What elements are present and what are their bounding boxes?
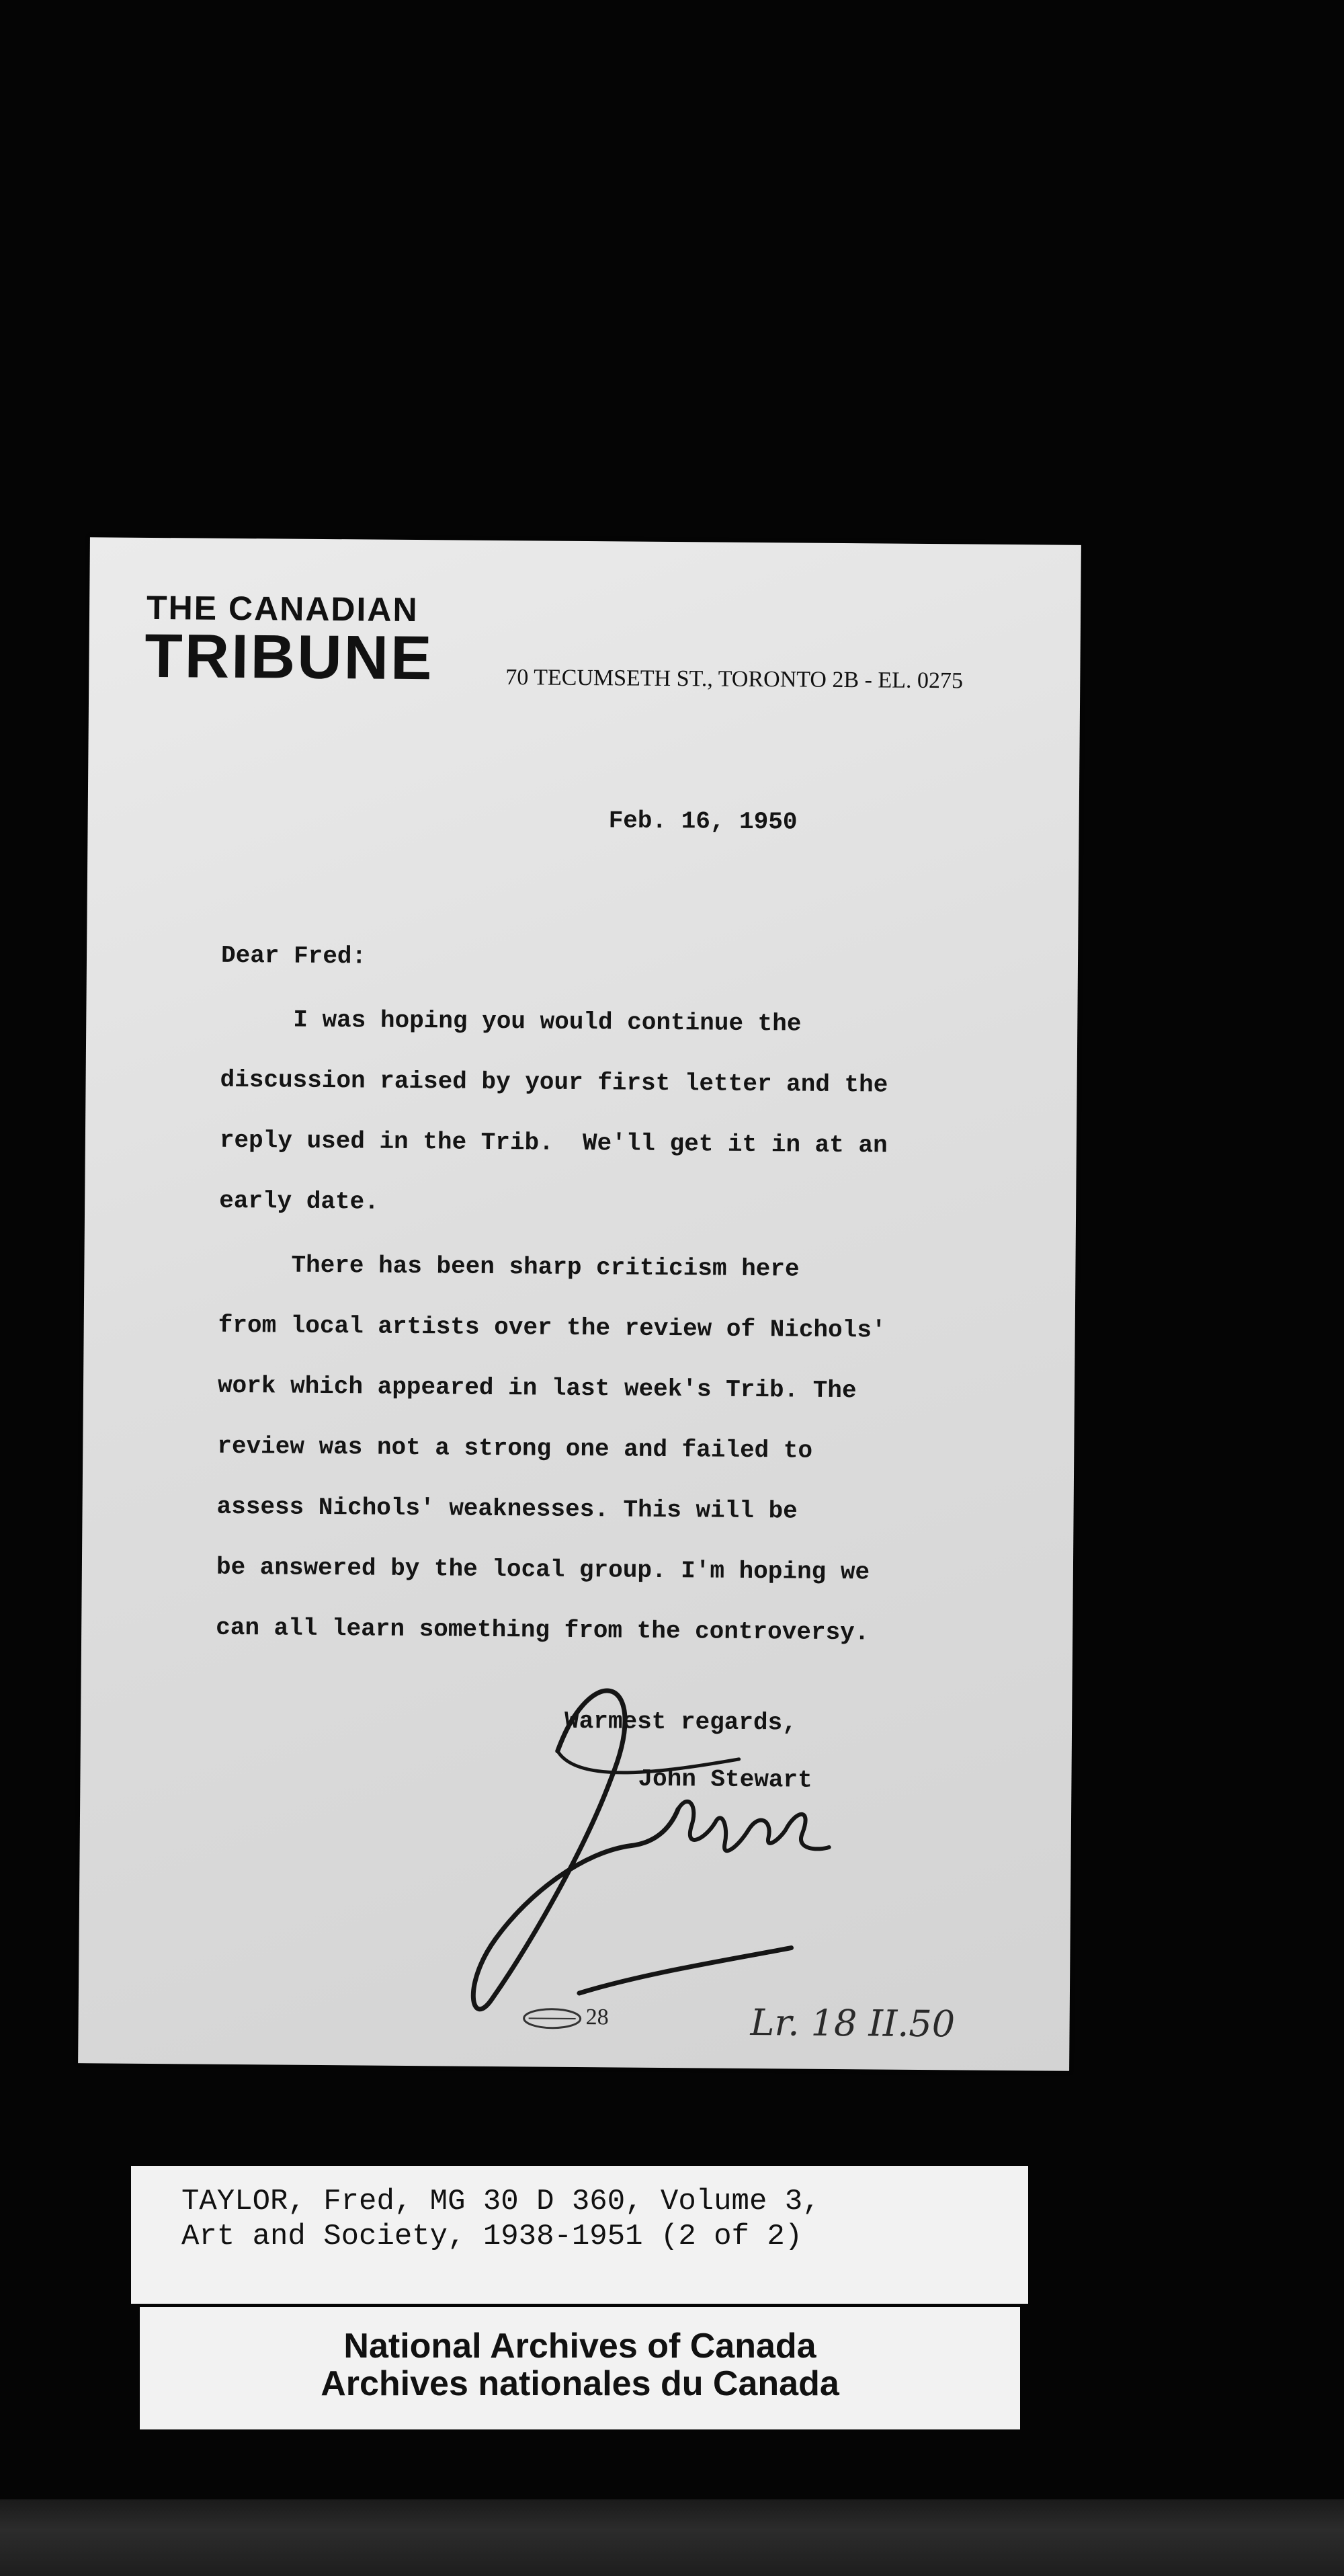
body-line: work which appeared in last week's Trib. The <box>217 1371 857 1405</box>
letter-date: Feb. 16, 1950 <box>608 807 798 836</box>
svg-text:Lr. 18 II.50: Lr. 18 II.50 <box>750 2001 956 2046</box>
masthead-top: THE CANADIAN <box>146 588 419 629</box>
reference-line: Art and Society, 1938-1951 (2 of 2) <box>181 2220 803 2253</box>
salutation: Dear Fred: <box>220 941 367 971</box>
letterhead-address: 70 TECUMSETH ST., TORONTO 2B - EL. 0275 <box>505 665 964 694</box>
typed-signature-name: John Stewart <box>638 1765 812 1794</box>
body-line: There has been sharp criticism here <box>218 1250 800 1283</box>
union-number: 28 <box>585 2005 609 2030</box>
body-line: assess Nichols' weaknesses. This will be <box>216 1492 798 1525</box>
body-line: early date. <box>219 1186 379 1216</box>
masthead-title: TRIBUNE <box>144 621 434 693</box>
body-line: be answered by the local group. I'm hoping we <box>216 1553 870 1586</box>
archive-name-french: Archives nationales du Canada <box>321 2364 839 2403</box>
handwritten-receipt-note <box>743 1995 1026 2050</box>
archive-label <box>140 2307 1020 2429</box>
body-line: reply used in the Trib. We'll get it in at an <box>219 1126 888 1160</box>
reference-label <box>131 2166 1028 2304</box>
body-line: discussion raised by your first letter and the <box>220 1065 888 1099</box>
body-line: from local artists over the review of Nichols' <box>218 1311 886 1344</box>
archive-name-english: National Archives of Canada <box>343 2327 816 2366</box>
handwritten-signature <box>455 1663 834 2015</box>
body-line: review was not a strong one and failed to <box>217 1432 813 1465</box>
scan-border <box>0 2499 1344 2576</box>
union-bug-icon <box>522 2006 583 2031</box>
body-line: I was hoping you would continue the <box>220 1005 802 1038</box>
closing: Warmest regards, <box>564 1707 797 1737</box>
reference-line: TAYLOR, Fred, MG 30 D 360, Volume 3, <box>181 2185 821 2218</box>
letter-page <box>78 537 1081 2071</box>
body-line: can all learn something from the controversy. <box>216 1613 870 1647</box>
